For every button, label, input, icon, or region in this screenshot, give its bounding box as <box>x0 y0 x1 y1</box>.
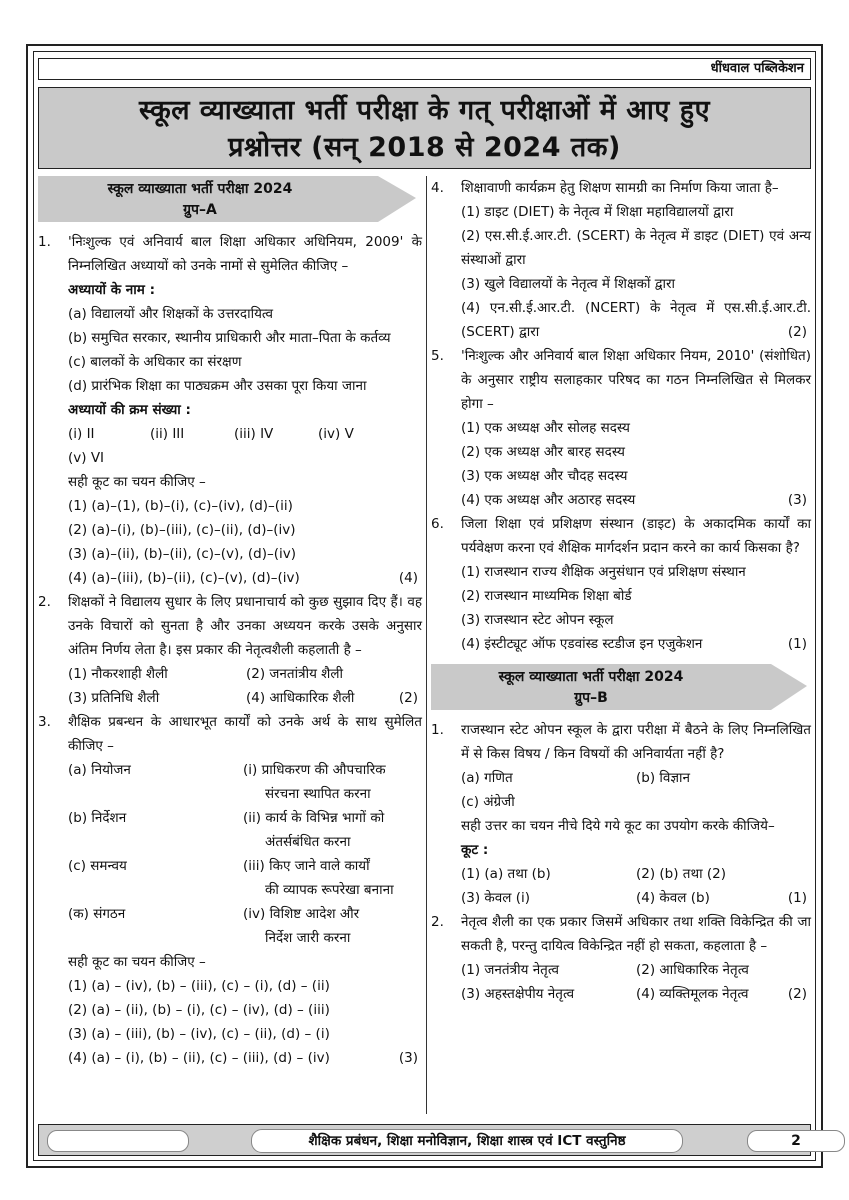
match-row <box>68 806 422 854</box>
match-right: (iv) विशिष्ट आदेश और <box>243 906 360 922</box>
list-item: (i) II <box>68 426 95 442</box>
option-row <box>461 958 811 982</box>
question-number: 1. <box>38 234 51 250</box>
option: (1) (a) तथा (b) <box>461 866 551 882</box>
option: (1) डाइट (DIET) के नेतृत्व में शिक्षा महाविद्यालयों द्वारा <box>461 204 734 220</box>
answer: (2) <box>787 986 807 1002</box>
option-row <box>68 662 422 686</box>
code-label: कूट : <box>461 842 489 858</box>
option: (1) (a) – (iv), (b) – (iii), (c) – (i), (d) – (ii) <box>68 978 330 994</box>
question-text: 'निःशुल्क और अनिवार्य बाल शिक्षा अधिकार नियम, 2010' (संशोधित) के अनुसार राष्ट्रीय सलाहकार परिषद का गठन निम्नलिखित से मिलकर होगा – <box>461 348 811 412</box>
option: (1) नौकरशाही शैली <box>68 666 168 682</box>
title-line-1: स्कूल व्याख्याता भर्ती परीक्षा के गत् परीक्षाओं में आए हुए <box>138 95 711 126</box>
option-row <box>68 566 422 590</box>
option-row <box>68 686 422 710</box>
footer-left-pill <box>47 1130 189 1152</box>
match-left: (b) निर्देशन <box>68 810 127 826</box>
match-row <box>68 758 422 806</box>
match-right: (ii) कार्य के विभिन्न भागों को <box>243 810 385 826</box>
question-number: 2. <box>431 914 444 930</box>
list-item: (b) विज्ञान <box>636 770 691 786</box>
chapter-numbers-heading: अध्यायों की क्रम संख्या : <box>68 402 191 418</box>
option: (1) राजस्थान राज्य शैक्षिक अनुसंधान एवं प्रशिक्षण संस्थान <box>461 564 746 580</box>
section-a-title: स्कूल व्याख्याता भर्ती परीक्षा 2024 <box>107 181 293 197</box>
option: (2) राजस्थान माध्यमिक शिक्षा बोर्ड <box>461 588 632 604</box>
question-text: शैक्षिक प्रबन्धन के आधारभूत कार्यों को उनके अर्थ के साथ सुमेलित कीजिए – <box>68 714 422 754</box>
option-row <box>461 488 811 512</box>
option: (2) आधिकारिक नेतृत्व <box>636 962 749 978</box>
section-a-banner <box>38 176 422 224</box>
question-number: 5. <box>431 348 444 364</box>
question-a1 <box>38 230 422 590</box>
match-right-cont: निर्देश जारी करना <box>265 930 351 946</box>
question-number: 2. <box>38 594 51 610</box>
list-item: (d) प्रारंभिक शिक्षा का पाठ्यक्रम और उसका पूरा किया जाना <box>68 378 367 394</box>
option: (3) (a) – (iii), (b) – (iv), (c) – (ii), (d) – (i) <box>68 1026 330 1042</box>
publisher-name: धींधवाल पब्लिकेशन <box>38 58 811 80</box>
question-a3 <box>38 710 422 1070</box>
chapter-numbers-row <box>68 422 422 446</box>
instruction: सही उत्तर का चयन नीचे दिये गये कूट का उपयोग करके कीजिये– <box>461 818 775 834</box>
section-b-banner <box>431 664 811 712</box>
option: (3) एक अध्यक्ष और चौदह सदस्य <box>461 468 628 484</box>
answer: (2) <box>398 690 418 706</box>
option-row <box>461 862 811 886</box>
option-row <box>461 296 811 344</box>
title-line-2: प्रश्नोत्तर (सन् 2018 से 2024 तक) <box>228 132 621 163</box>
page-number: 2 <box>747 1130 845 1152</box>
option: (4) इंस्टीट्यूट ऑफ एडवांस्ड स्टडीज इन एजुकेशन <box>461 636 703 652</box>
option: (4) केवल (b) <box>636 890 710 906</box>
question-text: जिला शिक्षा एवं प्रशिक्षण संस्थान (डाइट) के अकादमिक कार्यों का पर्यवेक्षण करना एवं शैक्षिक मार्गदर्शन प्रदान करने का कार्य किसका है? <box>461 516 811 556</box>
match-right: (i) प्राधिकरण की औपचारिक <box>243 762 386 778</box>
option: (3) अहस्तक्षेपीय नेतृत्व <box>461 986 575 1002</box>
match-right-cont: अंतर्सबंधित करना <box>265 834 351 850</box>
option: (3) खुले विद्यालयों के नेतृत्व में शिक्षकों द्वारा <box>461 276 676 292</box>
option: (3) केवल (i) <box>461 890 531 906</box>
option: (2) एक अध्यक्ष और बारह सदस्य <box>461 444 625 460</box>
match-left: (c) समन्वय <box>68 858 127 874</box>
question-text: शिक्षावाणी कार्यक्रम हेतु शिक्षण सामग्री का निर्माण किया जाता है– <box>461 180 779 196</box>
question-text: 'निःशुल्क एवं अनिवार्य बाल शिक्षा अधिकार अधिनियम, 2009' के निम्नलिखित अध्यायों को उनके नामों से सुमेलित कीजिए – <box>68 234 422 274</box>
option: (4) (a) – (i), (b) – (ii), (c) – (iii), (d) – (iv) <box>68 1050 330 1066</box>
option: (1) एक अध्यक्ष और सोलह सदस्य <box>461 420 630 436</box>
option-row <box>461 982 811 1006</box>
answer: (3) <box>398 1050 418 1066</box>
option: (3) (a)–(ii), (b)–(ii), (c)–(v), (d)–(iv) <box>68 546 296 562</box>
option: (3) राजस्थान स्टेट ओपन स्कूल <box>461 612 614 628</box>
list-item: (ii) III <box>150 426 185 442</box>
answer: (3) <box>787 492 807 508</box>
match-left: (क) संगठन <box>68 906 126 922</box>
list-item: (iv) V <box>318 426 354 442</box>
chapter-names-heading: अध्यायों के नाम : <box>68 282 155 298</box>
option: (2) जनतांत्रीय शैली <box>246 666 344 682</box>
answer: (4) <box>398 570 418 586</box>
question-number: 1. <box>431 722 444 738</box>
match-right-cont: संरचना स्थापित करना <box>265 786 371 802</box>
list-item: (a) गणित <box>461 770 513 786</box>
option: (2) एस.सी.ई.आर.टी. (SCERT) के नेतृत्व में डाइट (DIET) एवं अन्य संस्थाओं द्वारा <box>461 228 811 268</box>
match-right: (iii) किए जाने वाले कार्यों <box>243 858 370 874</box>
question-b1 <box>431 718 811 910</box>
list-item: (a) विद्यालयों और शिक्षकों के उत्तरदायित्व <box>68 306 273 322</box>
option-row <box>68 1046 422 1070</box>
option: (1) जनतंत्रीय नेतृत्व <box>461 962 559 978</box>
page-footer <box>38 1124 811 1156</box>
option: (4) एक अध्यक्ष और अठारह सदस्य <box>461 492 636 508</box>
match-row <box>68 902 422 950</box>
option: (1) (a)–(1), (b)–(i), (c)–(iv), (d)–(ii) <box>68 498 293 514</box>
answer: (2) <box>787 324 807 340</box>
question-text: शिक्षकों ने विद्यालय सुधार के लिए प्रधानाचार्य को कुछ सुझाव दिए हैं। वह उनके विचारों को सुनता है और उनका अध्ययन करके उसके अनुसार अंतिम निर्णय लेता है। इस प्रकार की नेतृत्वशैली कहलाती है – <box>68 594 422 658</box>
option: (3) प्रतिनिधि शैली <box>68 690 160 706</box>
option-row <box>461 632 811 656</box>
section-b-group: ग्रुप–B <box>574 690 608 706</box>
question-number: 4. <box>431 180 444 196</box>
question-text: राजस्थान स्टेट ओपन स्कूल के द्वारा परीक्षा में बैठने के लिए निम्नलिखित में से किस विषय / किन विषयों की अनिवार्यता नहीं है? <box>461 722 811 762</box>
page-title <box>38 87 811 169</box>
option-row <box>461 886 811 910</box>
option: (4) एन.सी.ई.आर.टी. (NCERT) के नेतृत्व में एस.सी.ई.आर.टी. (SCERT) द्वारा <box>461 300 811 340</box>
question-a2 <box>38 590 422 710</box>
question-a5 <box>431 344 811 512</box>
option: (2) (a) – (ii), (b) – (i), (c) – (iv), (d) – (iii) <box>68 1002 330 1018</box>
instruction: सही कूट का चयन कीजिए – <box>68 954 206 970</box>
list-item: (c) अंग्रेजी <box>461 794 515 810</box>
option: (2) (a)–(i), (b)–(iii), (c)–(ii), (d)–(iv) <box>68 522 296 538</box>
footer-subject: शैक्षिक प्रबंधन, शिक्षा मनोविज्ञान, शिक्षा शास्त्र एवं ICT वस्तुनिष्ठ <box>251 1129 683 1153</box>
section-b-title: स्कूल व्याख्याता भर्ती परीक्षा 2024 <box>498 669 684 685</box>
column-divider <box>426 176 427 1114</box>
question-b2 <box>431 910 811 1006</box>
option: (4) (a)–(iii), (b)–(ii), (c)–(v), (d)–(iv) <box>68 570 300 586</box>
question-number: 3. <box>38 714 51 730</box>
instruction: सही कूट का चयन कीजिए – <box>68 474 206 490</box>
match-row <box>68 854 422 902</box>
question-a6 <box>431 512 811 656</box>
subject-row <box>461 766 811 790</box>
answer: (1) <box>787 636 807 652</box>
section-a-group: ग्रुप–A <box>183 202 217 218</box>
question-a4 <box>431 176 811 344</box>
list-item: (v) VI <box>68 450 105 466</box>
option: (4) व्यक्तिमूलक नेतृत्व <box>636 986 749 1002</box>
right-column <box>431 176 811 1006</box>
match-left: (a) नियोजन <box>68 762 131 778</box>
question-text: नेतृत्व शैली का एक प्रकार जिसमें अधिकार तथा शक्ति विकेन्द्रित की जा सकती है, परन्तु दायित्व विकेन्द्रित नहीं हो सकता, कहलाता है – <box>461 914 811 954</box>
answer: (1) <box>787 890 807 906</box>
question-number: 6. <box>431 516 444 532</box>
option: (4) आधिकारिक शैली <box>246 690 355 706</box>
match-right-cont: की व्यापक रूपरेखा बनाना <box>265 882 394 898</box>
list-item: (c) बालकों के अधिकार का संरक्षण <box>68 354 242 370</box>
option: (2) (b) तथा (2) <box>636 866 727 882</box>
list-item: (iii) IV <box>234 426 274 442</box>
left-column <box>38 176 422 1070</box>
list-item: (b) समुचित सरकार, स्थानीय प्राधिकारी और माता–पिता के कर्तव्य <box>68 330 391 346</box>
